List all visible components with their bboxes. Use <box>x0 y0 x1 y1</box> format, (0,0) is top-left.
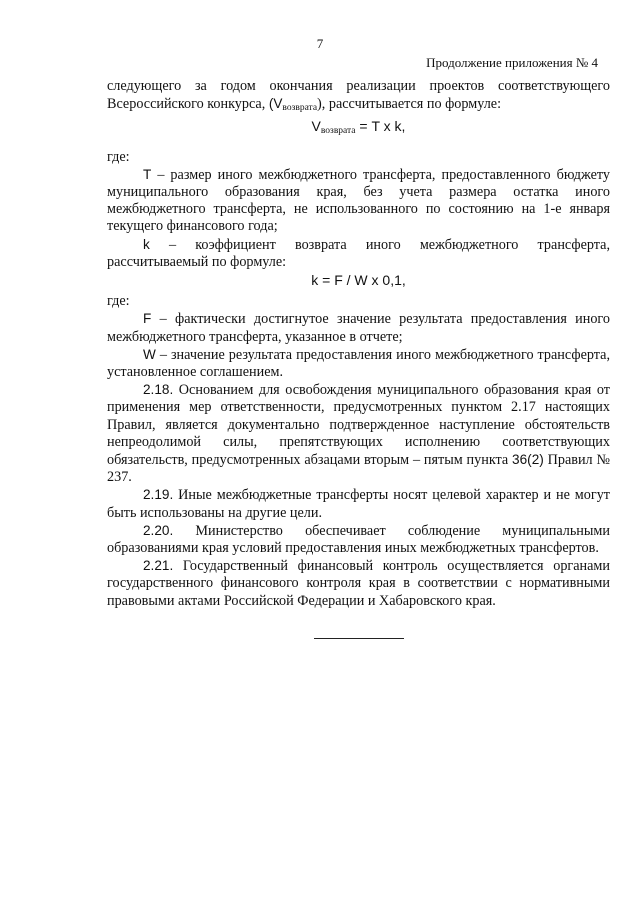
definition-w <box>107 346 610 381</box>
symbol-t: T <box>143 166 152 182</box>
definition-t <box>107 166 610 236</box>
clause-number: 2.20. <box>143 522 174 538</box>
symbol-k: k <box>143 236 150 252</box>
definition-k-text: – коэффициент возврата иного межбюджетного трансферта, рассчитываемый по формуле: <box>107 236 610 270</box>
paragraph-intro <box>107 78 610 117</box>
clause-reference: 36(2) <box>512 452 544 468</box>
definition-t-text: – размер иного межбюджетного трансферта, предоставленного бюджету муниципального образования края, без учета размера остатка иного межбюджетного трансферта, не использованного по состоянию на 1-е января текущего финансового года; <box>107 166 610 235</box>
clause-text: Государственный финансовый контроль осуществляется органами государственного финансового контроля края в соответствии с нормативными правовыми актами Российской Федерации и Хабаровского края. <box>107 558 610 609</box>
formula-v-lhs: V <box>311 118 321 135</box>
clause-2-19 <box>107 486 610 521</box>
clause-number: 2.19. <box>143 487 174 503</box>
formula-v-return <box>107 118 610 140</box>
clause-2-20 <box>107 522 610 557</box>
variable-v-return: (V <box>268 96 283 112</box>
definition-f-text: – фактически достигнутое значение результата предоставления иного межбюджетного трансферта, указанное в отчете; <box>107 311 610 345</box>
clause-number: 2.18. <box>143 382 174 398</box>
definition-f <box>107 310 610 345</box>
clause-text: Иные межбюджетные трансферты носят целевой характер и не могут быть использованы на другие цели. <box>107 487 610 521</box>
symbol-f: F <box>143 311 152 327</box>
formula-v-subscript: возврата <box>320 126 356 137</box>
clause-tail: Правил № 237. <box>107 452 610 486</box>
end-divider <box>314 638 404 639</box>
formula-v-rhs: = T x k, <box>355 118 406 135</box>
document-body <box>107 78 610 610</box>
paragraph-intro-tail: ), рассчитывается по формуле: <box>317 96 502 113</box>
where-label-2: где: <box>107 293 130 310</box>
formula-k: k = F / W x 0,1, <box>311 272 406 289</box>
clause-text: Основанием для освобождения муниципального образования края от применения мер ответственности, предусмотренных пунктом 2.17 настоящих Правил, является документально подтвержденное наступление обстоятельств непреодолимой силы, препятствующих исполнению соответствующих обязательств, предусмотренных абзацами вторым – пятым пункта <box>107 382 610 469</box>
definition-w-text: – значение результата предоставления иного межбюджетного трансферта, установленное соглашением. <box>107 346 610 381</box>
where-label: где: <box>107 148 130 165</box>
clause-number: 2.21. <box>143 558 174 574</box>
variable-v-subscript: возврата <box>282 103 318 114</box>
paragraph-intro-text: следующего за годом окончания реализации проектов соответствующего Всероссийского конкурса, <box>107 78 610 113</box>
clause-2-18 <box>107 381 610 486</box>
symbol-w: W <box>143 346 156 362</box>
clause-2-21 <box>107 557 610 610</box>
definition-k <box>107 236 610 271</box>
appendix-continuation-note: Продолжение приложения № 4 <box>426 55 598 70</box>
clause-text: Министерство обеспечивает соблюдение муниципальными образованиями края условий предоставления иных межбюджетных трансфертов. <box>107 522 610 557</box>
page-number: 7 <box>316 36 324 51</box>
